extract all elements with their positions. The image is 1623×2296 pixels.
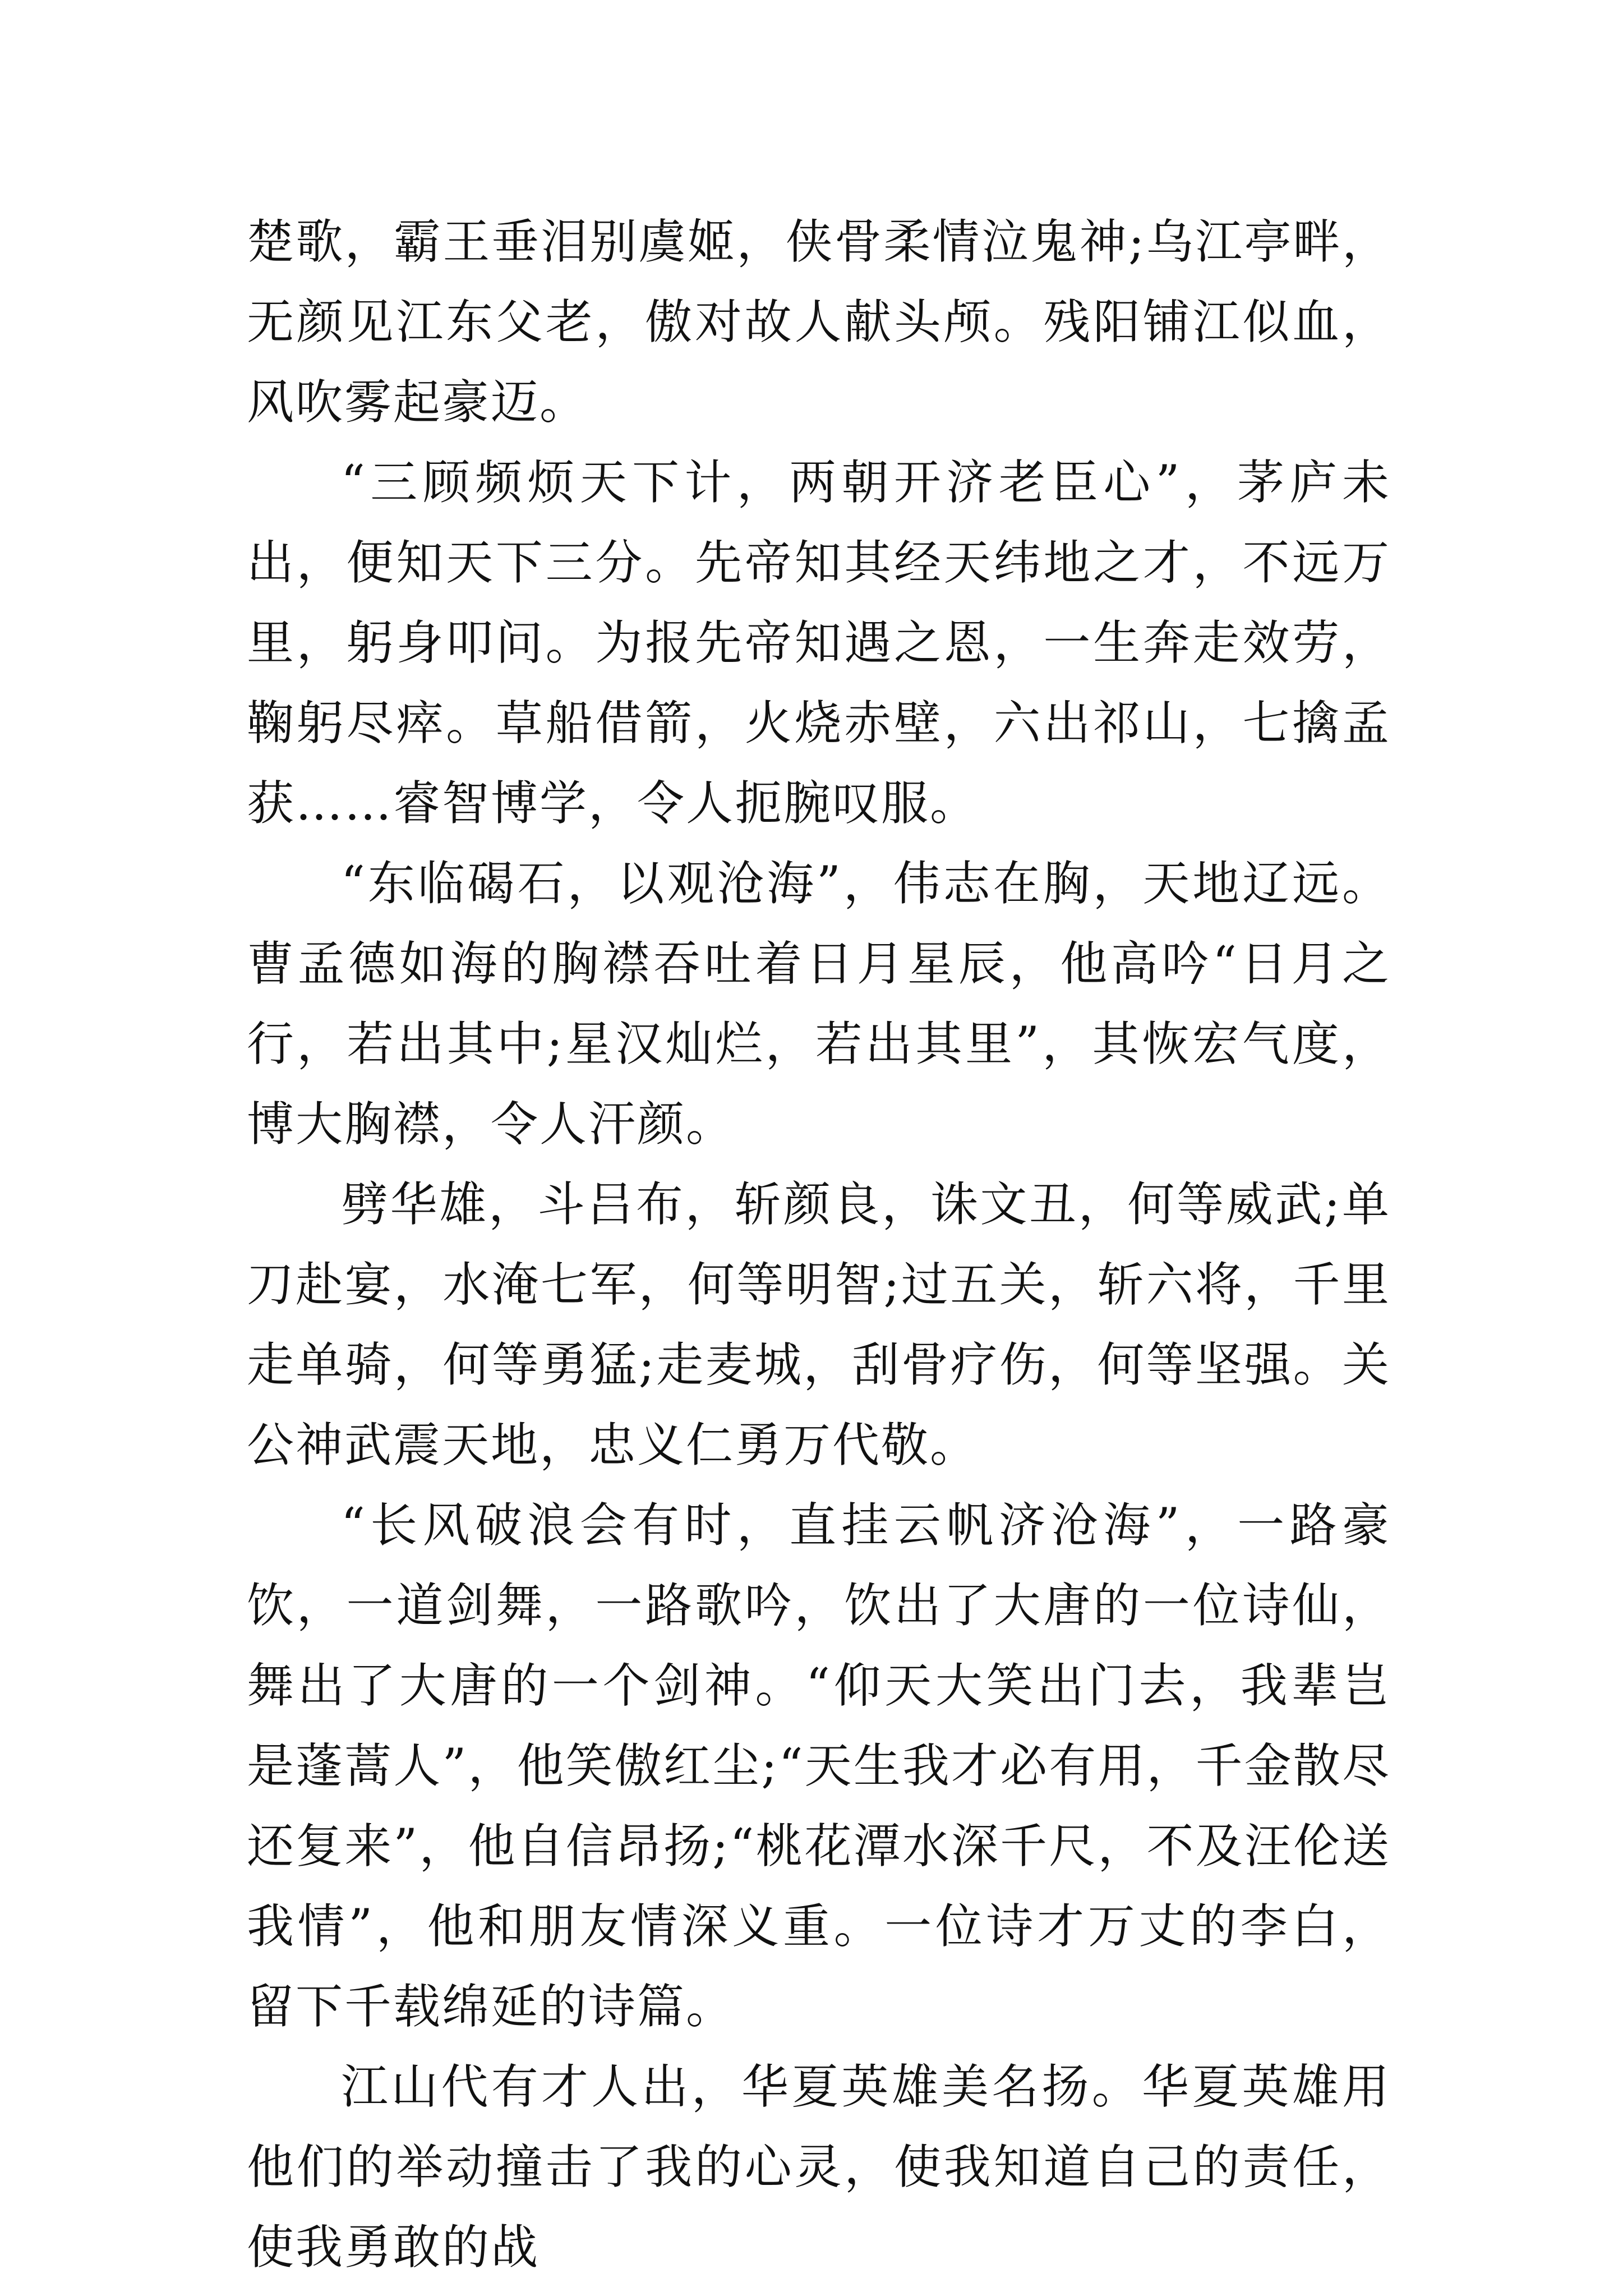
paragraph-3: “东临碣石，以观沧海”，伟志在胸，天地辽远。曹孟德如海的胸襟吞吐着日月星辰，他高吟“日月之行，若出其中;星汉灿烂，若出其里”，其恢宏气度，博大胸襟，令人汗颜。 xyxy=(247,856,1391,1152)
paragraph-2: “三顾频烦天下计，两朝开济老臣心”，茅庐未出，便知天下三分。先帝知其经天纬地之才，不远万里，躬身叩问。为报先帝知遇之恩，一生奔走效劳，鞠躬尽瘁。草船借箭，火烧赤壁，六出祁山，七擒孟获……睿智博学，令人扼腕叹服。 xyxy=(247,455,1391,831)
paragraph-4: 劈华雄，斗吕布，斩颜良，诛文丑，何等威武;单刀赴宴，水淹七军，何等明智;过五关，斩六将，千里走单骑，何等勇猛;走麦城，刮骨疗伤，何等坚强。关公神武震天地，忠义仁勇万代敬。 xyxy=(247,1177,1391,1473)
essay-body xyxy=(247,202,1391,2288)
paragraph-5: “长风破浪会有时，直挂云帆济沧海”，一路豪饮，一道剑舞，一路歌吟，饮出了大唐的一位诗仙，舞出了大唐的一个剑神。“仰天大笑出门去，我辈岂是蓬蒿人”，他笑傲红尘;“天生我才必有用，千金散尽还复来”，他自信昂扬;“桃花潭水深千尺，不及汪伦送我情”，他和朋友情深义重。一位诗才万丈的李白，留下千载绵延的诗篇。 xyxy=(247,1498,1391,2034)
paragraph-1: 楚歌，霸王垂泪别虞姬，侠骨柔情泣鬼神;乌江亭畔，无颜见江东父老，傲对故人献头颅。残阳铺江似血，风吹雾起豪迈。 xyxy=(247,214,1391,430)
paragraph-6: 江山代有才人出，华夏英雄美名扬。华夏英雄用他们的举动撞击了我的心灵，使我知道自己的责任，使我勇敢的战 xyxy=(247,2059,1391,2275)
